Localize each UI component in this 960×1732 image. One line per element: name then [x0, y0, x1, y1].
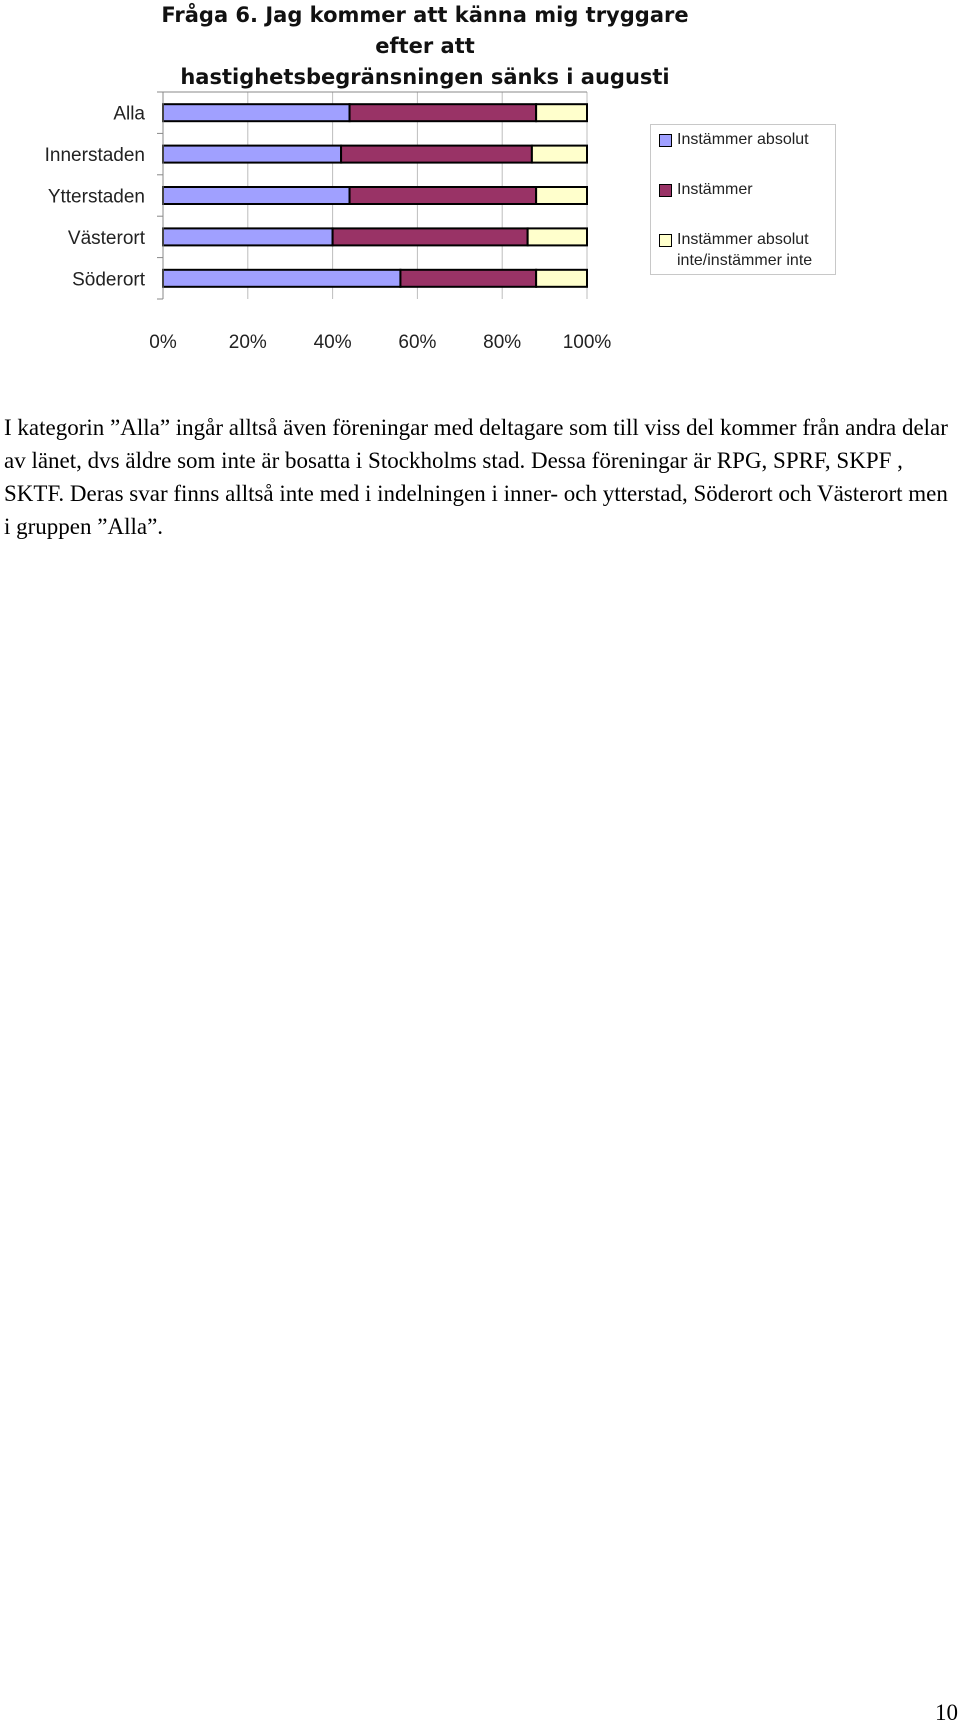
- bar-ytterstaden-series-1: [163, 187, 350, 204]
- category-labels: [45, 104, 146, 291]
- bar-söderort-series-1: [163, 270, 400, 287]
- bar-söderort-series-3: [536, 270, 587, 287]
- bar-ytterstaden-series-3: [536, 187, 587, 204]
- legend-label-instammer-absolut-inte: [677, 229, 837, 271]
- category-label-ytterstaden: Ytterstaden: [47, 186, 145, 208]
- legend-label-line-1: Instämmer absolut: [677, 231, 809, 248]
- bar-västerort-series-3: [528, 228, 587, 245]
- chart-title-line-2: hastighetsbegränsningen sänks i augusti: [180, 65, 670, 89]
- x-tick-label-2: 40%: [313, 332, 352, 353]
- legend-swatch-instammer-absolut-inte: [659, 234, 672, 247]
- bars: [163, 104, 587, 287]
- body-paragraph: I kategorin ”Alla” ingår alltså även föreningar med deltagare som till viss del kommer från andra delar av länet, dvs äldre som inte är bosatta i Stockholms stad. Dessa föreningar är RPG, SPRF, SKPF , SKTF. Deras svar finns alltså inte med i indelningen i inner- och ytterstad, Söderort och Västerort men i gruppen ”Alla”.: [4, 415, 948, 539]
- x-tick-label-0: 0%: [149, 332, 177, 353]
- chart-title-line-1: Fråga 6. Jag kommer att känna mig tryggare efter att: [161, 3, 689, 58]
- legend-swatch-instammer-absolut: [659, 134, 672, 147]
- stacked-bar-chart: [0, 80, 640, 360]
- x-tick-label-1: 20%: [228, 332, 267, 353]
- legend-label-instammer: Instämmer: [677, 181, 753, 198]
- bar-innerstaden-series-1: [163, 146, 341, 163]
- bar-innerstaden-series-3: [532, 146, 587, 163]
- legend-item-instammer-absolut: [659, 129, 837, 150]
- category-label-söderort: Söderort: [72, 269, 145, 291]
- x-tick-label-3: 60%: [398, 332, 437, 353]
- bar-alla-series-2: [350, 104, 537, 121]
- bar-ytterstaden-series-2: [350, 187, 537, 204]
- chart-legend: [650, 124, 836, 275]
- x-tick-label-5: 100%: [562, 332, 612, 353]
- bar-alla-series-1: [163, 104, 350, 121]
- category-label-innerstaden: Innerstaden: [44, 145, 145, 167]
- bar-innerstaden-series-2: [341, 146, 532, 163]
- legend-label-instammer-absolut: Instämmer absolut: [677, 131, 809, 148]
- page-number: 10: [935, 1700, 958, 1725]
- bar-söderort-series-2: [400, 270, 536, 287]
- category-label-västerort: Västerort: [67, 227, 145, 249]
- legend-item-instammer: [659, 179, 837, 200]
- legend-swatch-instammer: [659, 184, 672, 197]
- category-label-alla: Alla: [113, 103, 145, 125]
- x-tick-label-4: 80%: [483, 332, 522, 353]
- bar-västerort-series-2: [333, 228, 528, 245]
- bar-västerort-series-1: [163, 228, 333, 245]
- bar-alla-series-3: [536, 104, 587, 121]
- tick-labels: [149, 332, 611, 353]
- legend-label-line-2: inte/instämmer inte: [677, 252, 813, 269]
- legend-item-instammer-absolut-inte: [659, 229, 837, 271]
